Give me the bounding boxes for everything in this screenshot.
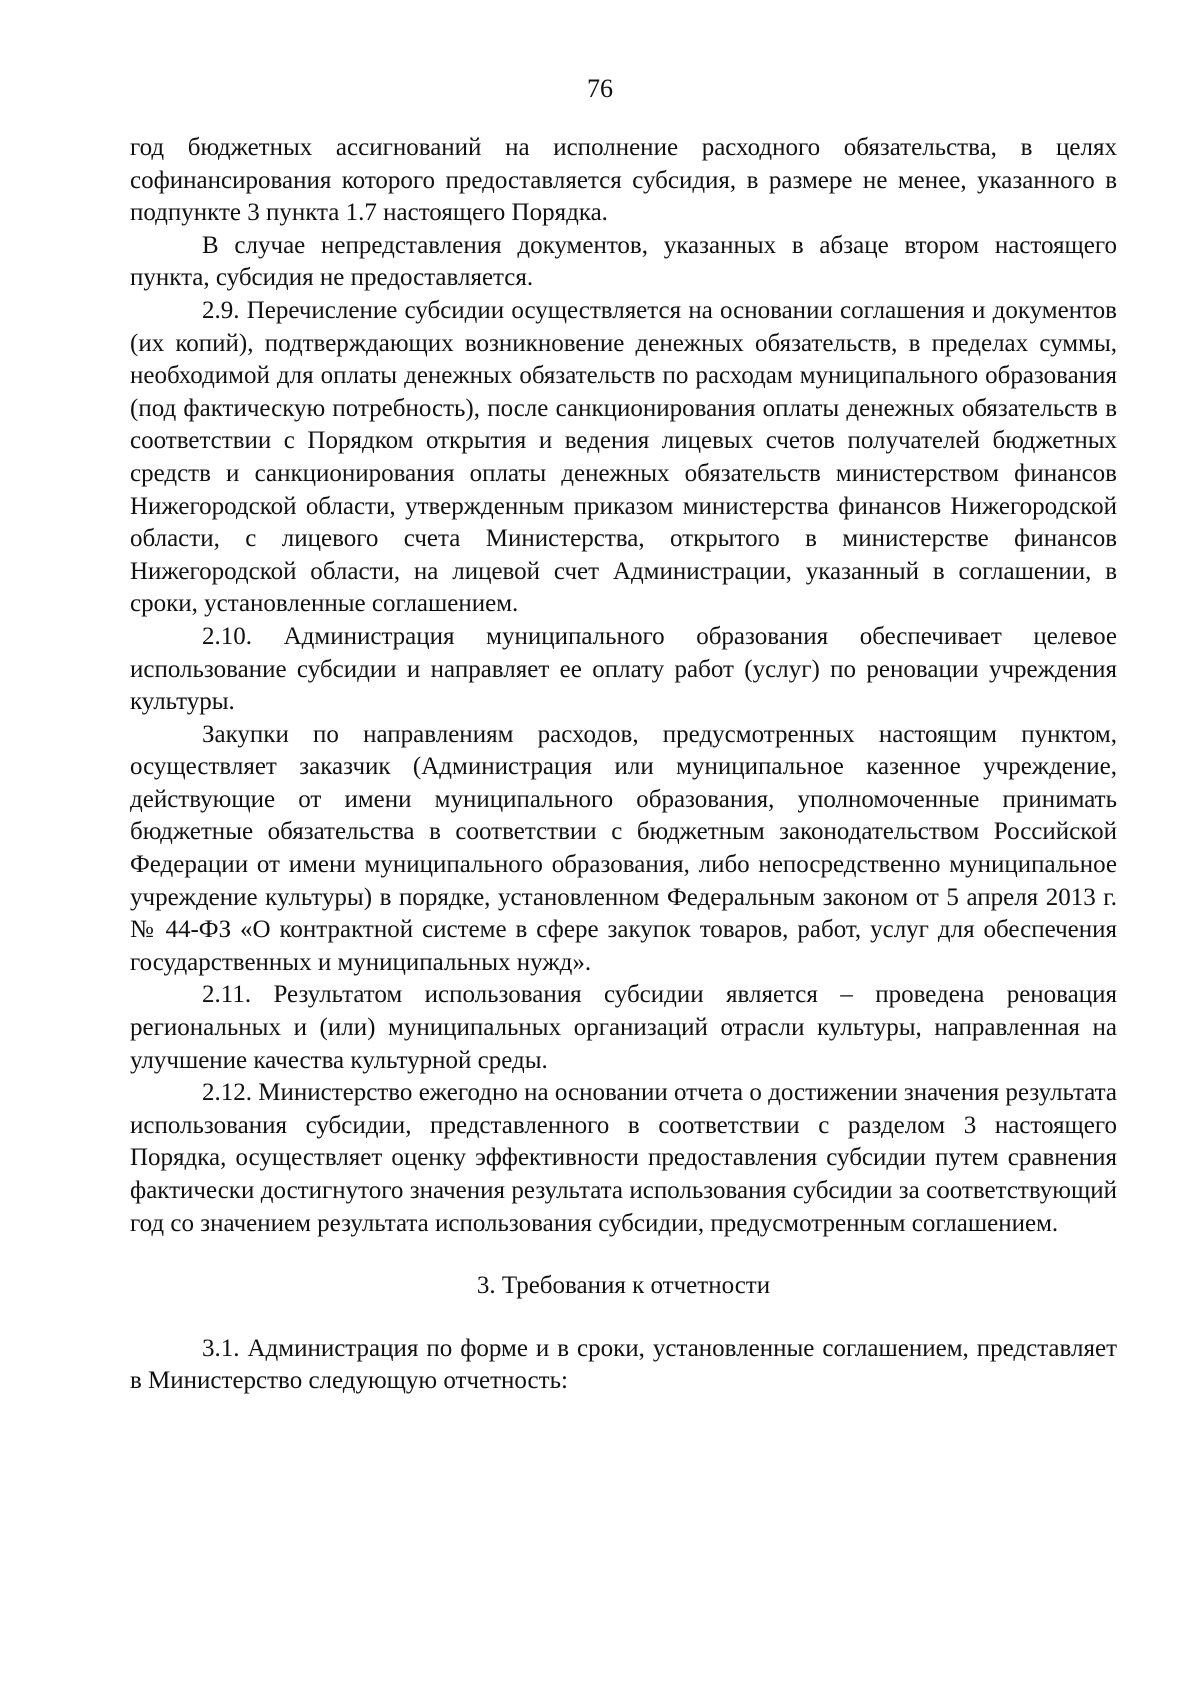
paragraph: В случае непредставления документов, указанных в абзаце втором настоящего пункта, субсидия не предоставляется. — [130, 231, 1117, 292]
section-heading: 3. Требования к отчетности — [476, 1272, 771, 1300]
document-body — [130, 132, 1117, 1398]
paragraph: 3.1. Администрация по форме и в сроки, установленные соглашением, представляет в Министерство следующую отчетность: — [130, 1334, 1117, 1395]
paragraph: 2.9. Перечисление субсидии осуществляется на основании соглашения и документов (их копий), подтверждающих возникновение денежных обязательств, в пределах суммы, необходимой для оплаты денежных обязательств по расходам муниципального образования (под фактическую потребность), после санкционирования оплаты денежных обязательств в соответствии с Порядком открытия и ведения лицевых счетов получателей бюджетных средств и санкционирования оплаты денежных обязательств министерством финансов Нижегородской области, утвержденным приказом министерства финансов Нижегородской области, с лицевого счета Министерства, открытого в министерстве финансов Нижегородской области, на лицевой счет Администрации, указанный в соглашении, в сроки, установленные соглашением. — [130, 296, 1117, 618]
paragraph: год бюджетных ассигнований на исполнение расходного обязательства, в целях софинансирования которого предоставляется субсидия, в размере не менее, указанного в подпункте 3 пункта 1.7 настоящего Порядка. — [130, 134, 1117, 227]
paragraph: 2.12. Министерство ежегодно на основании отчета о достижении значения результата использования субсидии, представленного в соответствии с разделом 3 настоящего Порядка, осуществляет оценку эффективности предоставления субсидии путем сравнения фактически достигнутого значения результата использования субсидии за соответствующий год со значением результата использования субсидии, предусмотренным соглашением. — [130, 1079, 1117, 1237]
page-number: 76 — [587, 74, 613, 103]
paragraph: Закупки по направлениям расходов, предусмотренных настоящим пунктом, осуществляет заказчик (Администрация или муниципальное казенное учреждение, действующие от имени муниципального образования, уполномоченные принимать бюджетные обязательства в соответствии с бюджетным законодательством Российской Федерации от имени муниципального образования, либо непосредственно муниципальное учреждение культуры) в порядке, установленном Федеральным законом от 5 апреля 2013 г. № 44-ФЗ «О контрактной системе в сфере закупок товаров, работ, услуг для обеспечения государственных и муниципальных нужд». — [130, 720, 1117, 976]
paragraph: 2.11. Результатом использования субсидии является – проведена реновация региональных и (или) муниципальных организаций отрасли культуры, направленная на улучшение качества культурной среды. — [130, 981, 1117, 1074]
paragraph: 2.10. Администрация муниципального образования обеспечивает целевое использование субсидии и направляет ее оплату работ (услуг) по реновации учреждения культуры. — [130, 622, 1117, 716]
